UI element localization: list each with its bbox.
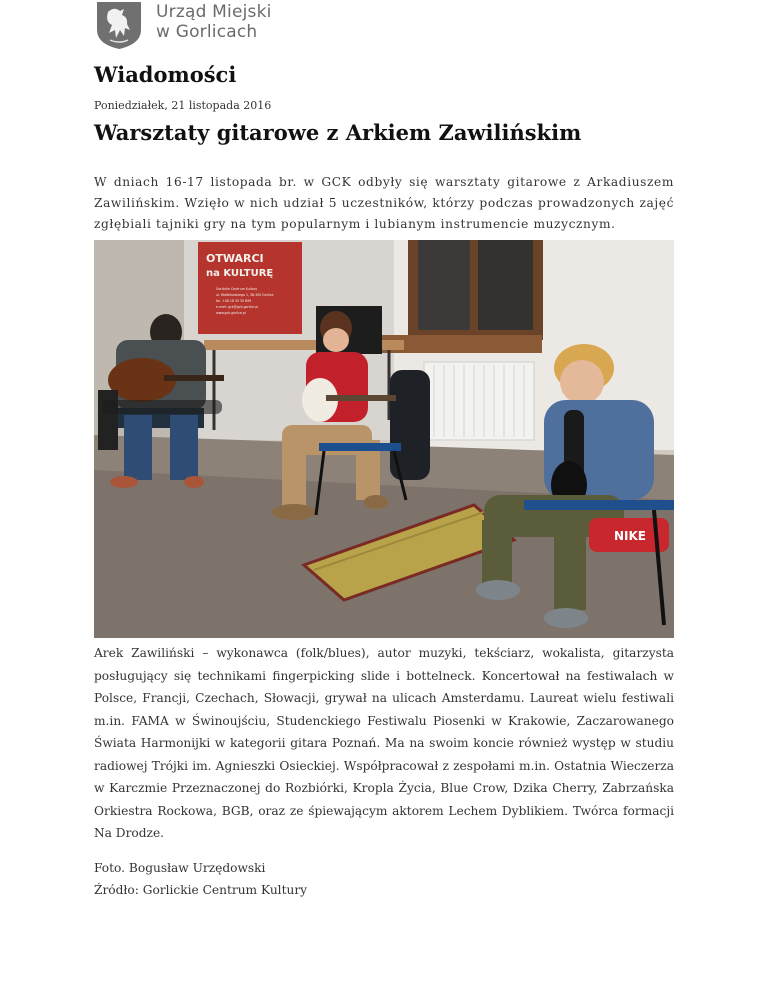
- banner: [198, 242, 302, 334]
- banner-line-3: tel. +48 18 35 35 899: [216, 299, 252, 303]
- banner-line-5: www.gck.gorlice.pl: [216, 311, 246, 315]
- banner-line-4: e-mail: gck@gck.gorlice.pl: [216, 305, 259, 309]
- article-credits: [94, 857, 307, 901]
- source-credit: Źródło: Gorlickie Centrum Kultury: [94, 883, 308, 897]
- article-body: Arek Zawiliński – wykonawca (folk/blues), autor muzyki, tekściarz, wokalista, gitarzysta posługujący się technikami fingerpicking slide i bottelneck. Koncertował na festiwalach w Polsce, Francji, Czechach, Słowacji, grywał na ulicach Amsterdamu. Laureat wielu festiwali m.in. FAMA w Świnoujściu, Studenckiego Festiwalu Piosenki w Krakowie, Zaczarowanego Świata Harmonijki w kategorii gitara Poznań. Ma na swoim koncie również występ w studiu radiowej Trójki im. Agnieszki Osieckiej. Współpracował z zespołami m.in. Ostatnia Wieczerza w Karczmie Przeznaczonej do Rozbiórki, Kropla Życia, Blue Crow, Dzika Cherry, Zabrzańska Orkiestra Rockowa, BGB, oraz ze śpiewającym aktorem Lechem Dyblikiem. Twórca formacji Na Drodze.: [94, 646, 674, 840]
- site-name-line1: Urząd Miejski: [156, 2, 272, 22]
- coat-of-arms-icon[interactable]: [94, 0, 144, 50]
- banner-title-2: na KULTURĘ: [206, 268, 274, 279]
- banner-line-2: ul. Wróblewskiego 1, 38-300 Gorlice: [216, 293, 274, 297]
- article-photo: [94, 240, 674, 638]
- article-date: Poniedziałek, 21 listopada 2016: [94, 99, 272, 112]
- banner-line-1: Gorlickie Centrum Kultury: [216, 287, 258, 291]
- site-name-line2: w Gorlicach: [156, 22, 258, 42]
- article-lead: W dniach 16-17 listopada br. w GCK odbyły się warsztaty gitarowe z Arkadiuszem Zawilińskim. Wzięło w nich udział 5 uczestników, którzy podczas prowadzonych zajęć zgłębiali tajniki gry na tym popularnym i lubianym instrumencie muzycznym.: [94, 175, 674, 231]
- section-title: Wiadomości: [94, 62, 237, 87]
- site-header: [94, 0, 272, 52]
- bag-text: NIKE: [614, 529, 647, 543]
- photo-credit: Foto. Bogusław Urzędowski: [94, 861, 266, 875]
- article-title: Warsztaty gitarowe z Arkiem Zawilińskim: [94, 120, 582, 145]
- site-name[interactable]: [156, 2, 272, 42]
- banner-title-1: OTWARCI: [206, 252, 264, 265]
